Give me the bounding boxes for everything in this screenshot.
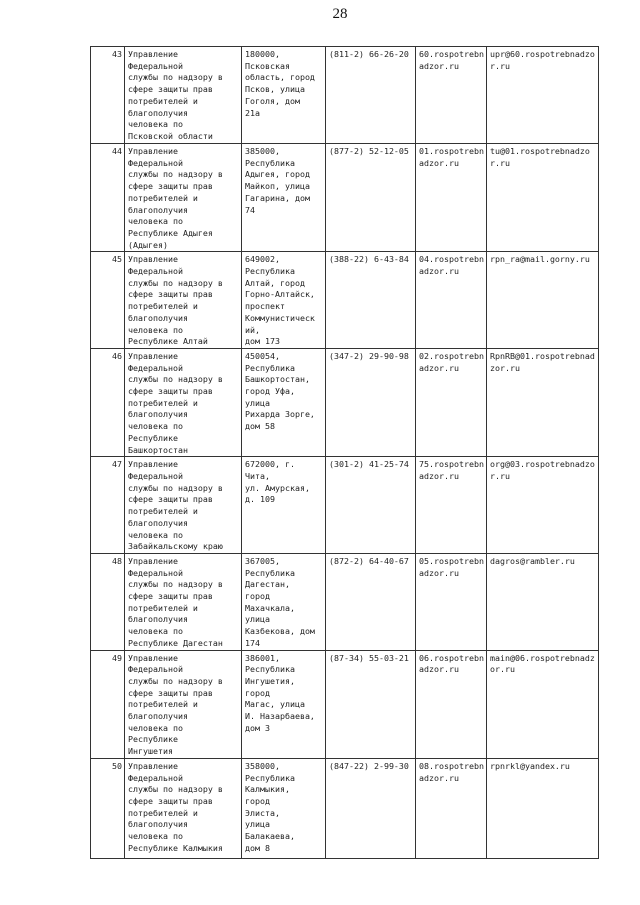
row-number: 44	[91, 144, 125, 252]
agency-email: RpnRB@01.rospotrebnadzor.ru	[487, 348, 599, 456]
table-row	[91, 144, 599, 252]
agency-email: tu@01.rospotrebnadzor.ru	[487, 144, 599, 252]
table-row	[91, 553, 599, 650]
table-row	[91, 348, 599, 456]
agency-phone: (87-34) 55-03-21	[326, 650, 416, 758]
agency-email: dagros@rambler.ru	[487, 553, 599, 650]
agency-email: org@03.rospotrebnadzor.ru	[487, 457, 599, 554]
agency-address: 649002, Республика Алтай, город Горно-Алтайск, проспект Коммунистическ ий, дом 173	[242, 252, 326, 349]
agency-address: 385000, Республика Адыгея, город Майкоп, улица Гагарина, дом 74	[242, 144, 326, 252]
table-row	[91, 252, 599, 349]
agency-name: Управление Федеральной службы по надзору в сфере защиты прав потребителей и благополучия человека по Республике Дагестан	[125, 553, 242, 650]
agency-address: 358000, Республика Калмыкия, город Элиста, улица Балакаева, дом 8	[242, 758, 326, 858]
agency-address: 450054, Республика Башкортостан, город Уфа, улица Рихарда Зорге, дом 58	[242, 348, 326, 456]
agency-phone: (811-2) 66-26-20	[326, 47, 416, 144]
agency-name: Управление Федеральной службы по надзору в сфере защиты прав потребителей и благополучия человека по Республике Алтай	[125, 252, 242, 349]
agency-website: 01.rospotrebnadzor.ru	[416, 144, 487, 252]
agency-website: 75.rospotrebnadzor.ru	[416, 457, 487, 554]
agency-name: Управление Федеральной службы по надзору в сфере защиты прав потребителей и благополучия человека по Республике Адыгея (Адыгея)	[125, 144, 242, 252]
table-row	[91, 47, 599, 144]
agency-name: Управление Федеральной службы по надзору в сфере защиты прав потребителей и благополучия человека по Псковской области	[125, 47, 242, 144]
table-row	[91, 650, 599, 758]
table-row	[91, 758, 599, 858]
agency-email: rpnrkl@yandex.ru	[487, 758, 599, 858]
agency-name: Управление Федеральной службы по надзору в сфере защиты прав потребителей и благополучия человека по Республике Ингушетия	[125, 650, 242, 758]
row-number: 49	[91, 650, 125, 758]
agency-website: 04.rospotrebnadzor.ru	[416, 252, 487, 349]
agency-phone: (301-2) 41-25-74	[326, 457, 416, 554]
row-number: 50	[91, 758, 125, 858]
agency-phone: (872-2) 64-40-67	[326, 553, 416, 650]
row-number: 43	[91, 47, 125, 144]
agency-website: 60.rospotrebnadzor.ru	[416, 47, 487, 144]
page-number: 28	[332, 6, 348, 22]
registry-table	[90, 46, 599, 859]
agency-address: 672000, г. Чита, ул. Амурская, д. 109	[242, 457, 326, 554]
row-number: 45	[91, 252, 125, 349]
row-number: 46	[91, 348, 125, 456]
row-number: 48	[91, 553, 125, 650]
row-number: 47	[91, 457, 125, 554]
agency-phone: (847-22) 2-99-30	[326, 758, 416, 858]
agency-name: Управление Федеральной службы по надзору в сфере защиты прав потребителей и благополучия человека по Республике Башкортостан	[125, 348, 242, 456]
agency-website: 02.rospotrebnadzor.ru	[416, 348, 487, 456]
agency-phone: (347-2) 29-90-98	[326, 348, 416, 456]
table-row	[91, 457, 599, 554]
agency-website: 05.rospotrebnadzor.ru	[416, 553, 487, 650]
agency-email: upr@60.rospotrebnadzor.ru	[487, 47, 599, 144]
agency-name: Управление Федеральной службы по надзору в сфере защиты прав потребителей и благополучия человека по Забайкальскому краю	[125, 457, 242, 554]
agency-address: 180000, Псковская область, город Псков, улица Гоголя, дом 21а	[242, 47, 326, 144]
agency-name: Управление Федеральной службы по надзору в сфере защиты прав потребителей и благополучия человека по Республике Калмыкия	[125, 758, 242, 858]
agency-phone: (388-22) 6-43-84	[326, 252, 416, 349]
agency-address: 386001, Республика Ингушетия, город Магас, улица И. Назарбаева, дом 3	[242, 650, 326, 758]
agency-website: 06.rospotrebnadzor.ru	[416, 650, 487, 758]
agency-phone: (877-2) 52-12-05	[326, 144, 416, 252]
agency-email: main@06.rospotrebnadzor.ru	[487, 650, 599, 758]
agency-website: 08.rospotrebnadzor.ru	[416, 758, 487, 858]
agency-email: rpn_ra@mail.gorny.ru	[487, 252, 599, 349]
agency-address: 367005, Республика Дагестан, город Махачкала, улица Казбекова, дом 174	[242, 553, 326, 650]
